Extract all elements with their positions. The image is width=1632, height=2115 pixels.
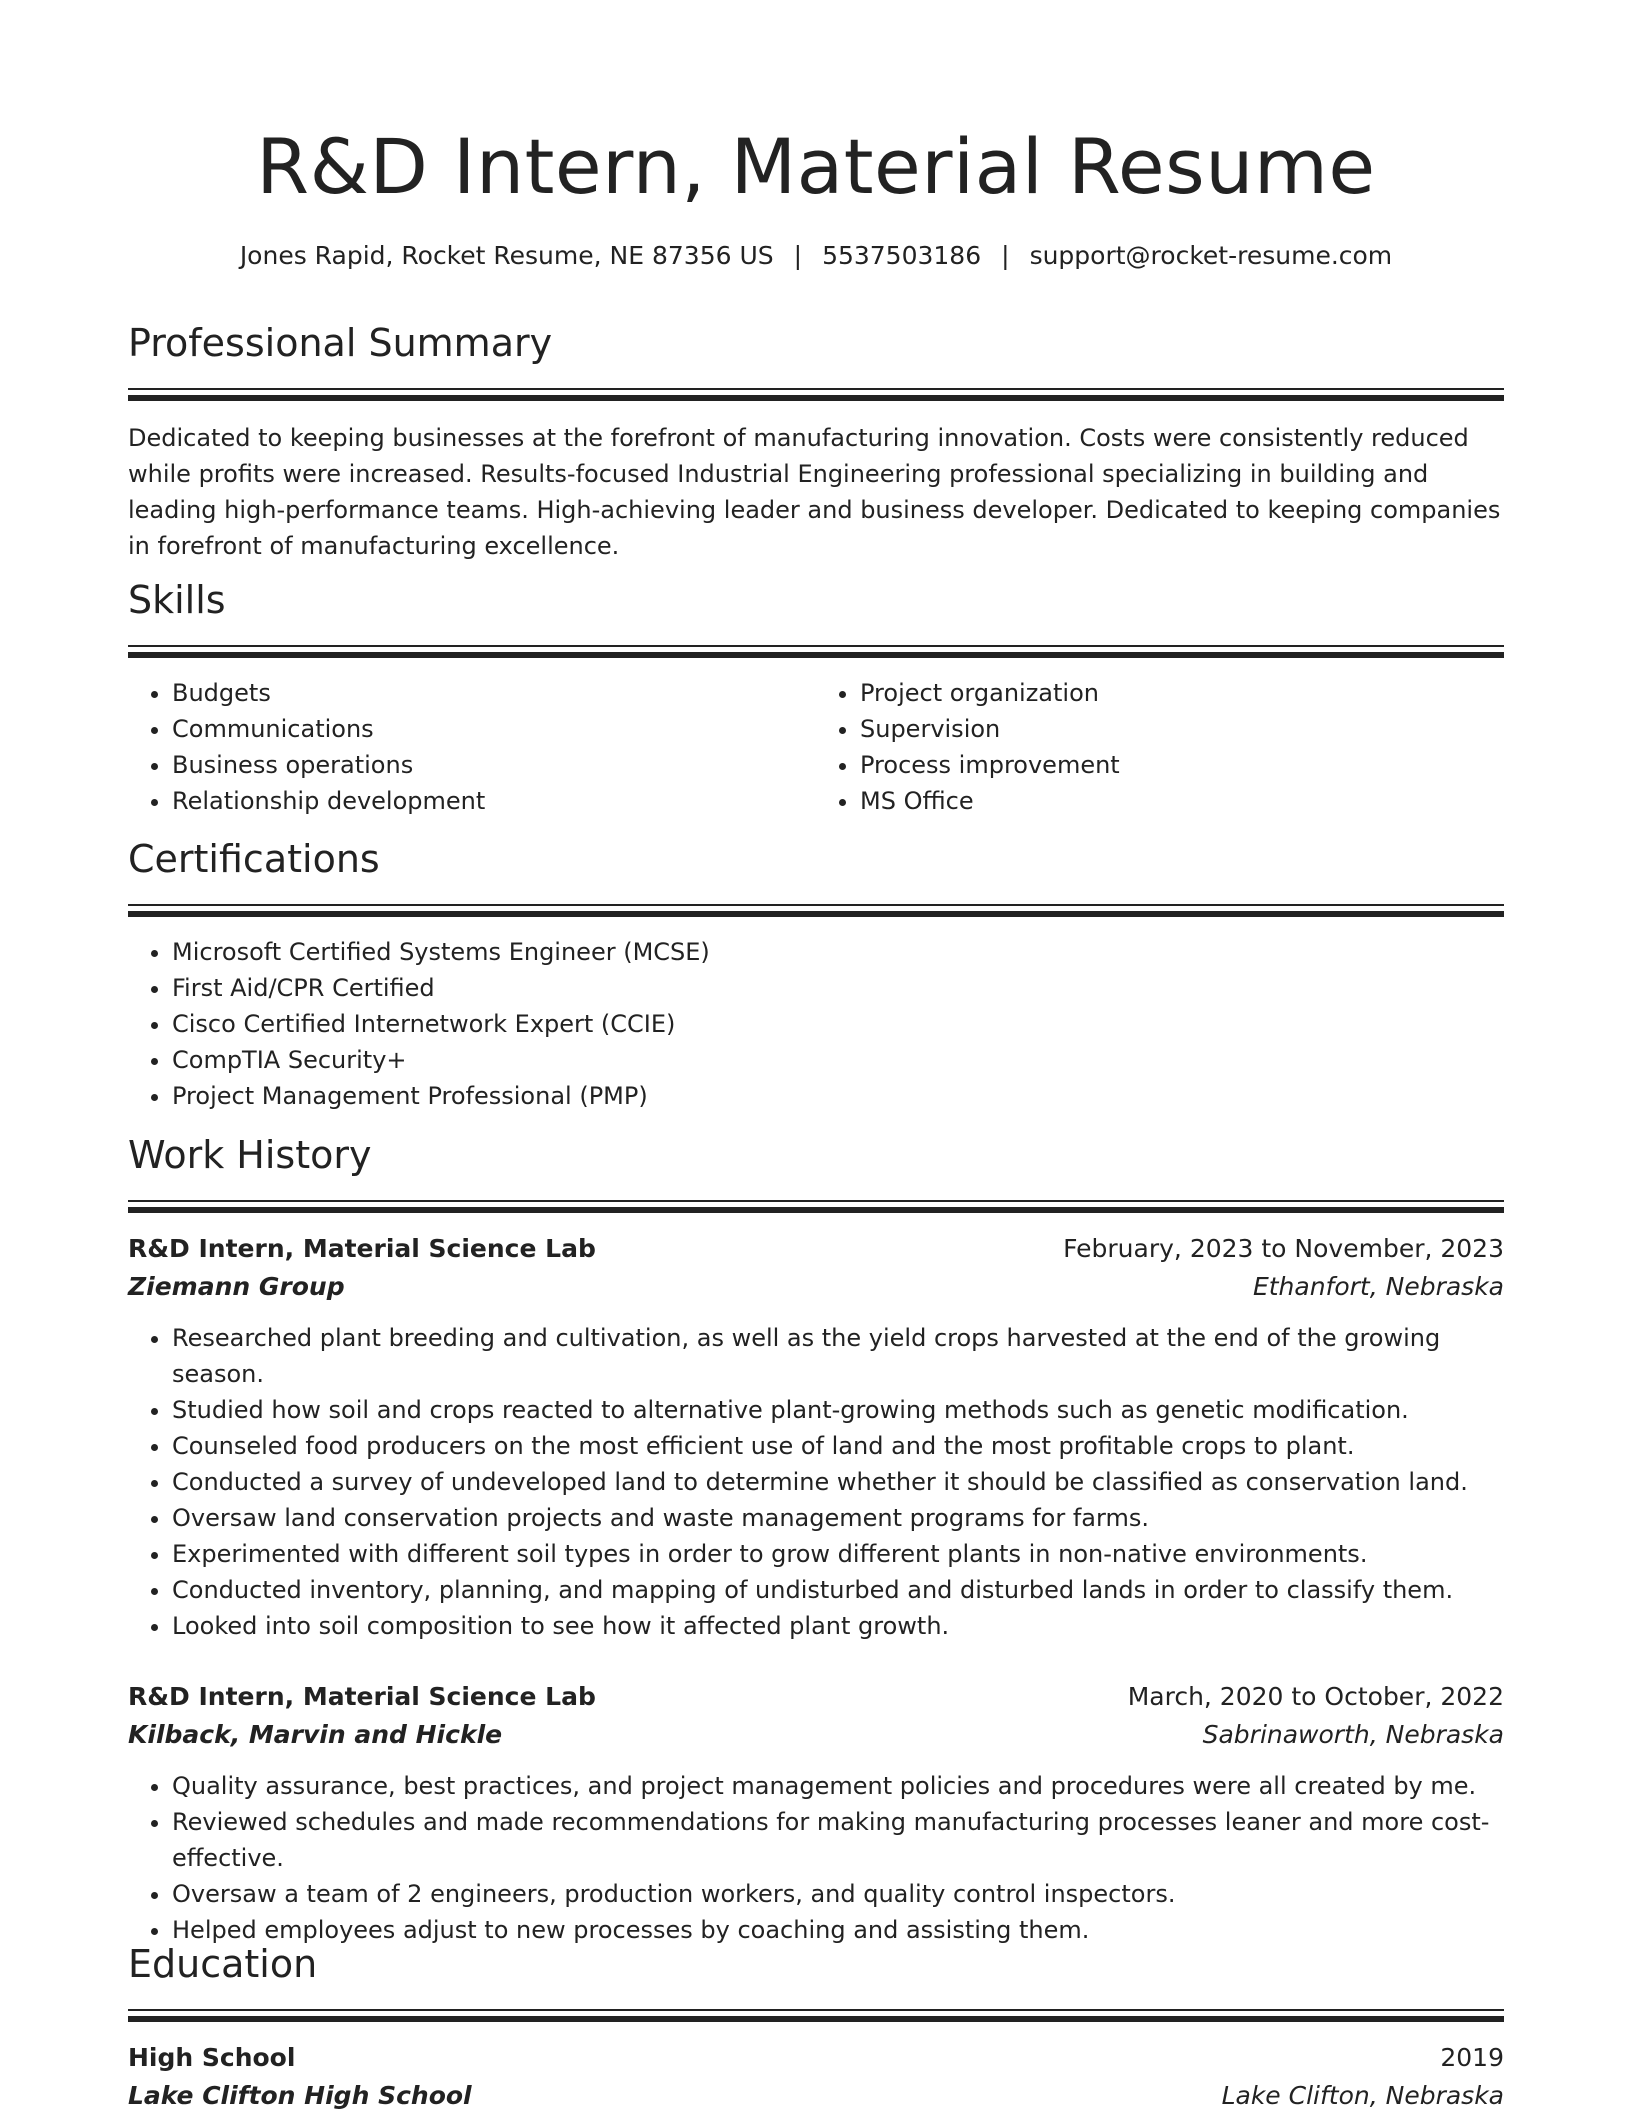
list-item: • Process improvement bbox=[860, 747, 1504, 783]
job-header bbox=[128, 1678, 1504, 1716]
job-bullets bbox=[128, 1320, 1504, 1644]
contact-line bbox=[128, 238, 1504, 274]
certifications-list bbox=[128, 934, 1504, 1114]
section-divider bbox=[128, 645, 1504, 659]
job-title: R&D Intern, Material Science Lab bbox=[128, 1682, 596, 1711]
list-item: • Supervision bbox=[860, 711, 1504, 747]
list-item: • Experimented with different soil types in order to grow different plants in non-native environments. bbox=[172, 1536, 1504, 1572]
job-entry bbox=[128, 1678, 1504, 1948]
list-item: • Studied how soil and crops reacted to alternative plant-growing methods such as genetic modification. bbox=[172, 1392, 1504, 1428]
contact-phone: 5537503186 bbox=[822, 241, 982, 270]
list-item: • CompTIA Security+ bbox=[172, 1042, 1504, 1078]
list-item: • Budgets bbox=[172, 675, 816, 711]
list-item: • Researched plant breeding and cultivation, as well as the yield crops harvested at the end of the growing season. bbox=[172, 1320, 1504, 1392]
section-divider bbox=[128, 388, 1504, 402]
job-header bbox=[128, 1230, 1504, 1268]
job-dates: February, 2023 to November, 2023 bbox=[1063, 1234, 1504, 1263]
list-item: • Communications bbox=[172, 711, 816, 747]
certifications-section bbox=[128, 834, 1504, 1114]
job-dates: March, 2020 to October, 2022 bbox=[1127, 1682, 1504, 1711]
skills-grid bbox=[128, 675, 1504, 819]
skills-list-left bbox=[128, 675, 816, 819]
list-item: • Cisco Certified Internetwork Expert (CCIE) bbox=[172, 1006, 1504, 1042]
job-title: R&D Intern, Material Science Lab bbox=[128, 1234, 596, 1263]
list-item: • Oversaw land conservation projects and waste management programs for farms. bbox=[172, 1500, 1504, 1536]
education-heading: Education bbox=[128, 1942, 318, 1986]
job-company: Kilback, Marvin and Hickle bbox=[128, 1720, 503, 1749]
job-subheader bbox=[128, 1716, 1504, 1754]
list-item: • Project Management Professional (PMP) bbox=[172, 1078, 1504, 1114]
skills-list-right bbox=[816, 675, 1504, 819]
list-item: • Oversaw a team of 2 engineers, production workers, and quality control inspectors. bbox=[172, 1876, 1504, 1912]
list-item: • Helped employees adjust to new processes by coaching and assisting them. bbox=[172, 1912, 1504, 1948]
job-company: Ziemann Group bbox=[128, 1272, 345, 1301]
education-header bbox=[128, 2039, 1504, 2077]
list-item: • Counseled food producers on the most efficient use of land and the most profitable crops to plant. bbox=[172, 1428, 1504, 1464]
list-item: • MS Office bbox=[860, 783, 1504, 819]
skills-section bbox=[128, 575, 1504, 819]
work-history-heading: Work History bbox=[128, 1133, 372, 1177]
list-item: • Looked into soil composition to see how it affected plant growth. bbox=[172, 1608, 1504, 1644]
contact-address: Jones Rapid, Rocket Resume, NE 87356 US bbox=[239, 241, 774, 270]
list-item: • Relationship development bbox=[172, 783, 816, 819]
contact-separator: | bbox=[793, 241, 803, 270]
resume-title: R&D Intern, Material Resume bbox=[256, 122, 1376, 211]
job-subheader bbox=[128, 1268, 1504, 1306]
education-entry bbox=[128, 2039, 1504, 2115]
section-divider bbox=[128, 2009, 1504, 2023]
job-location: Ethanfort, Nebraska bbox=[1252, 1272, 1504, 1301]
education-section bbox=[128, 1939, 1504, 2115]
education-subheader bbox=[128, 2077, 1504, 2115]
education-location: Lake Clifton, Nebraska bbox=[1221, 2081, 1504, 2110]
list-item: • Business operations bbox=[172, 747, 816, 783]
certifications-heading: Certifications bbox=[128, 837, 380, 881]
section-divider bbox=[128, 1200, 1504, 1214]
list-item: • Conducted a survey of undeveloped land to determine whether it should be classified as conservation land. bbox=[172, 1464, 1504, 1500]
skills-heading: Skills bbox=[128, 578, 226, 622]
contact-separator: | bbox=[1001, 241, 1010, 270]
job-location: Sabrinaworth, Nebraska bbox=[1202, 1720, 1504, 1749]
work-history-section bbox=[128, 1130, 1504, 1948]
job-bullets bbox=[128, 1768, 1504, 1948]
summary-text: Dedicated to keeping businesses at the forefront of manufacturing innovation. Costs were consistently reduced while profits were increased. Results-focused Industrial Engineering professional specializing in building and leading high-performance teams. High-achieving leader and business developer. Dedicated to keeping companies in forefront of manufacturing excellence. bbox=[128, 424, 1501, 560]
list-item: • Conducted inventory, planning, and mapping of undisturbed and disturbed lands in order to classify them. bbox=[172, 1572, 1504, 1608]
list-item: • Reviewed schedules and made recommendations for making manufacturing processes leaner and more cost-effective. bbox=[172, 1804, 1504, 1876]
list-item: • Quality assurance, best practices, and project management policies and procedures were all created by me. bbox=[172, 1768, 1504, 1804]
summary-heading: Professional Summary bbox=[128, 321, 553, 365]
list-item: • Microsoft Certified Systems Engineer (MCSE) bbox=[172, 934, 1504, 970]
summary-section bbox=[128, 318, 1504, 564]
education-school: Lake Clifton High School bbox=[128, 2081, 472, 2110]
job-entry bbox=[128, 1230, 1504, 1644]
list-item: • First Aid/CPR Certified bbox=[172, 970, 1504, 1006]
list-item: • Project organization bbox=[860, 675, 1504, 711]
section-divider bbox=[128, 904, 1504, 918]
education-year: 2019 bbox=[1440, 2043, 1504, 2072]
education-degree: High School bbox=[128, 2043, 296, 2072]
contact-email[interactable]: support@rocket-resume.com bbox=[1029, 241, 1393, 270]
